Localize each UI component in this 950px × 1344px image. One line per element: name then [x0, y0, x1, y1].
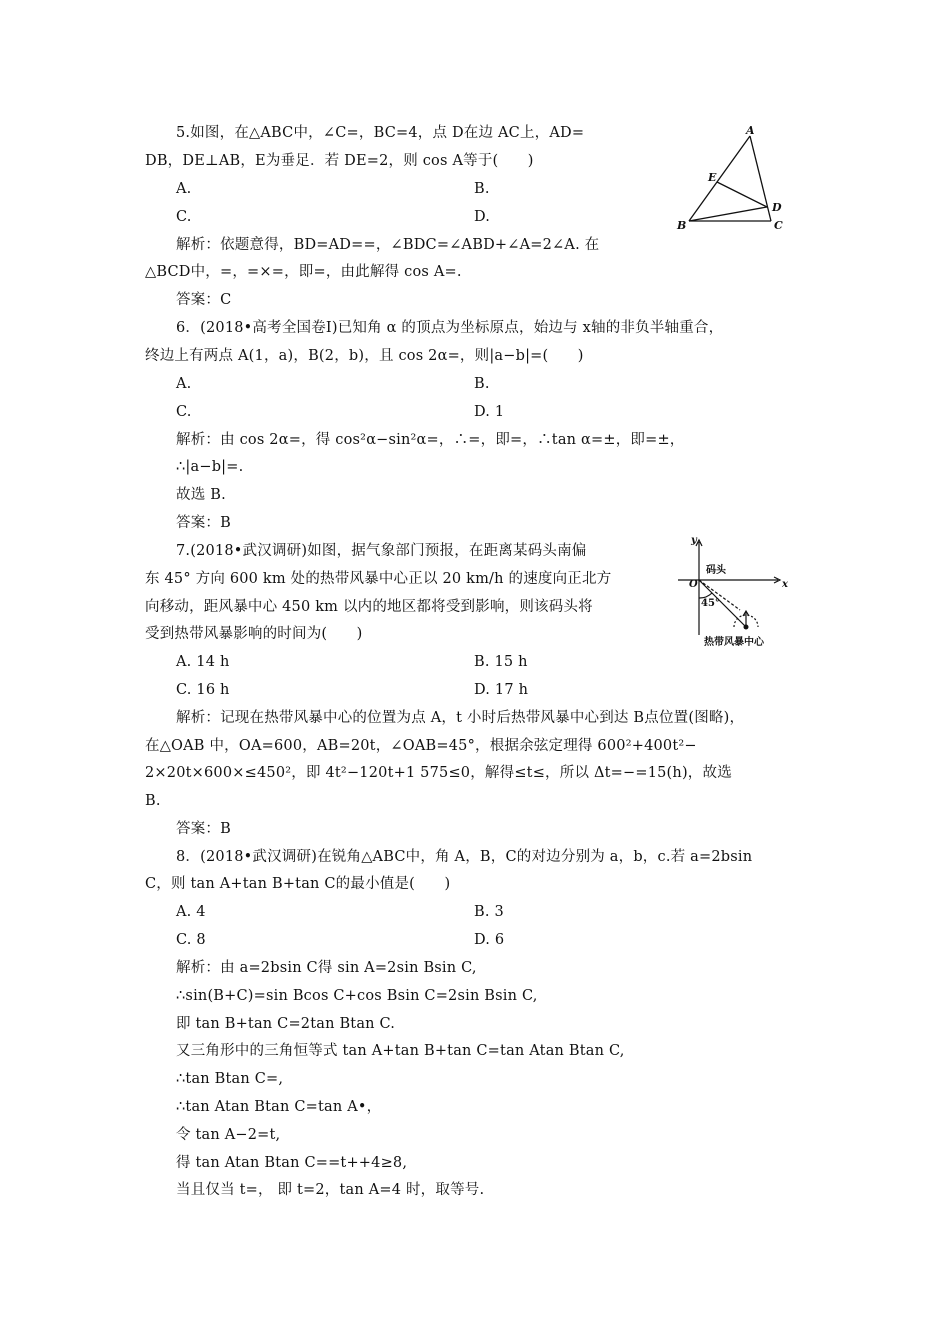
p8-solution-line8: 得 tan Atan Btan C==t++4≥8,: [176, 1155, 408, 1171]
fig7-label-storm: 热带风暴中心: [704, 637, 764, 648]
fig5-label-e: E: [708, 171, 717, 184]
p8-option-d: D. 6: [474, 932, 505, 948]
p6-option-c: C.: [176, 404, 192, 420]
fig5-label-a: A: [746, 124, 755, 137]
p7-stem-line3: 向移动，距风暴中心 450 km 以内的地区都将受到影响，则该码头将: [145, 599, 593, 615]
fig5-label-d: D: [772, 201, 782, 214]
p8-stem-line1: 8．(2018•武汉调研)在锐角△ABC中，角 A，B，C的对边分别为 a，b，c.若 a=2bsin: [176, 849, 753, 865]
p6-solution-line1: 解析：由 cos 2α=，得 cos²α−sin²α=，∴=，即=，∴tan α=±，即=±，: [176, 432, 685, 448]
fig7-label-o: O: [689, 579, 698, 590]
p5-solution-line2: △BCD中，=，=×=，即=，由此解得 cos A=.: [145, 264, 462, 280]
p5-stem-line2: DB，DE⊥AB，E为垂足．若 DE=2，则 cos A等于( ): [145, 153, 534, 169]
p7-stem-line1: 7.(2018•武汉调研)如图，据气象部门预报，在距离某码头南偏: [176, 543, 587, 559]
p6-stem-line2: 终边上有两点 A(1，a)，B(2，b)，且 cos 2α=，则|a−b|=( ): [145, 348, 584, 364]
p5-solution-line1: 解析：依题意得，BD=AD==，∠BDC=∠ABD+∠A=2∠A. 在: [176, 237, 600, 253]
p8-solution-line3: 即 tan B+tan C=2tan Btan C.: [176, 1016, 396, 1032]
p6-option-a: A.: [176, 376, 192, 392]
fig5-label-b: B: [677, 219, 687, 232]
p7-stem-line2: 东 45° 方向 600 km 处的热带风暴中心正以 20 km/h 的速度向正北方: [145, 571, 612, 587]
p8-solution-line5: ∴tan Btan C=,: [176, 1071, 284, 1087]
p8-option-c: C. 8: [176, 932, 206, 948]
p7-option-c: C. 16 h: [176, 682, 230, 698]
p5-answer: 答案：C: [176, 292, 232, 308]
p8-stem-line2: C，则 tan A+tan B+tan C的最小值是( ): [145, 876, 451, 892]
p6-solution-line2: ∴|a−b|=.: [176, 459, 244, 475]
fig5-label-c: C: [774, 219, 783, 232]
p6-stem-line1: 6．(2018•高考全国卷Ⅰ)已知角 α 的顶点为坐标原点，始边与 x轴的非负半轴重合，: [176, 320, 724, 336]
p7-solution-line4: B.: [145, 793, 161, 809]
p8-solution-line7: 令 tan A−2=t,: [176, 1127, 281, 1143]
p7-solution-line1: 解析：记现在热带风暴中心的位置为点 A，t 小时后热带风暴中心到达 B点位置(图略)，: [176, 710, 745, 726]
p8-solution-line6: ∴tan Atan Btan C=tan A•，: [176, 1099, 382, 1115]
p7-answer: 答案：B: [176, 821, 231, 837]
p6-option-d: D. 1: [474, 404, 505, 420]
p7-option-b: B. 15 h: [474, 654, 528, 670]
p8-option-a: A. 4: [176, 904, 206, 920]
p7-solution-line2: 在△OAB 中，OA=600，AB=20t，∠OAB=45°，根据余弦定理得 600²+400t²−: [145, 738, 697, 754]
p6-option-b: B.: [474, 376, 490, 392]
p5-option-b: B.: [474, 181, 490, 197]
p7-option-a: A. 14 h: [176, 654, 230, 670]
p5-option-a: A.: [176, 181, 192, 197]
p5-stem-line1: 5.如图，在△ABC中，∠C=，BC=4，点 D在边 AC上，AD=: [176, 125, 585, 141]
p7-option-d: D. 17 h: [474, 682, 529, 698]
p8-solution-line1: 解析：由 a=2bsin C得 sin A=2sin Bsin C,: [176, 960, 477, 976]
p5-option-d: D.: [474, 209, 491, 225]
fig7-label-angle: 45°: [701, 598, 720, 609]
p6-answer: 答案：B: [176, 515, 231, 531]
p6-solution-line3: 故选 B.: [176, 487, 226, 503]
fig7-label-y: y: [691, 535, 697, 546]
storm-diagram-figure: [674, 532, 794, 652]
p8-option-b: B. 3: [474, 904, 504, 920]
p8-solution-line9: 当且仅当 t=， 即 t=2，tan A=4 时，取等号.: [176, 1182, 485, 1198]
p5-option-c: C.: [176, 209, 192, 225]
p7-solution-line3: 2×20t×600×≤450²，即 4t²−120t+1 575≤0，解得≤t≤，所以 Δt=−=15(h)，故选: [145, 765, 732, 781]
p8-solution-line2: ∴sin(B+C)=sin Bcos C+cos Bsin C=2sin Bsin C,: [176, 988, 538, 1004]
p8-solution-line4: 又三角形中的三角恒等式 tan A+tan B+tan C=tan Atan Btan C,: [176, 1043, 625, 1059]
p7-stem-line4: 受到热带风暴影响的时间为( ): [145, 626, 363, 642]
fig7-label-x: x: [782, 579, 788, 590]
fig7-label-dock: 码头: [706, 565, 726, 576]
triangle-abc-figure: [670, 122, 800, 237]
